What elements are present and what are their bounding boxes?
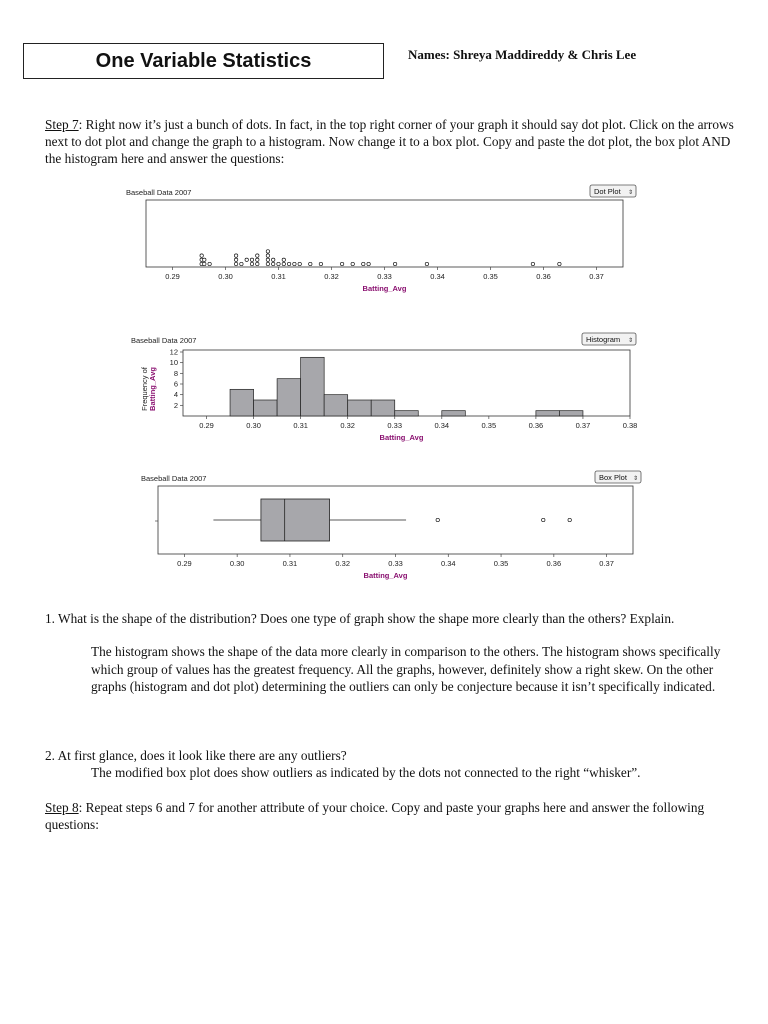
y-tick-label: 10	[169, 358, 178, 368]
histogram-bar	[371, 400, 395, 416]
data-point	[277, 262, 280, 265]
x-tick-label: 0.36	[536, 272, 551, 281]
data-point	[256, 262, 259, 265]
data-point	[558, 262, 561, 265]
x-tick-label: 0.36	[528, 421, 544, 430]
y-tick-label: 6	[173, 379, 178, 389]
box-plot-chart	[135, 468, 645, 586]
x-tick-label: 0.30	[246, 421, 261, 430]
chart-title: Baseball Data 2007	[131, 336, 197, 345]
x-tick-label: 0.38	[622, 421, 638, 430]
data-point	[200, 254, 203, 257]
y-tick-label: 2	[173, 400, 178, 410]
data-point	[425, 262, 428, 265]
outlier-point	[542, 518, 545, 521]
histogram-bar	[254, 400, 278, 416]
y-tick-label: 8	[173, 368, 178, 378]
data-point	[266, 254, 269, 257]
title-box	[23, 43, 384, 79]
page-title: One Variable Statistics	[95, 49, 312, 72]
chevron-updown-icon: ⇕	[633, 476, 639, 482]
outlier-point	[436, 518, 439, 521]
x-axis-label: Batting_Avg	[363, 571, 408, 580]
x-axis-label: Batting_Avg	[362, 284, 407, 293]
x-tick-label: 0.33	[387, 421, 403, 430]
histogram-bar	[348, 400, 372, 416]
x-tick-label: 0.35	[493, 559, 509, 568]
data-point	[203, 262, 206, 265]
histogram-chart	[125, 330, 640, 448]
data-point	[203, 258, 206, 261]
histogram-bar	[442, 411, 466, 416]
histogram-bar	[277, 379, 301, 416]
x-tick-label: 0.37	[599, 559, 614, 568]
answer-1: The histogram shows the shape of the data more clearly in comparison to the others. The histogram shows specifically which group of values has the greatest frequency. All the graphs, however, definitely show a right skew. On the other graphs (histogram and dot plot) determining the outliers can only be conjecture because it isn’t specifically indicated.	[91, 644, 721, 694]
chart-type-menu-label: Box Plot	[599, 473, 627, 482]
data-point	[298, 262, 301, 265]
x-tick-label: 0.33	[388, 559, 403, 568]
step7-text: : Right now it’s just a bunch of dots. In fact, in the top right corner of your graph it should say dot plot. Click on the arrows next to dot plot and change the graph to a histogram. Now change it to a box plot. Copy and paste the dot plot, the box plot AND the histogram here and answer the questions:	[45, 117, 734, 166]
data-point	[272, 262, 275, 265]
x-tick-label: 0.35	[481, 421, 497, 430]
data-point	[234, 254, 237, 257]
x-tick-label: 0.29	[165, 272, 180, 281]
box	[261, 499, 330, 541]
data-point	[282, 258, 285, 261]
data-point	[245, 258, 248, 261]
x-tick-label: 0.34	[430, 272, 445, 281]
x-tick-label: 0.31	[271, 272, 286, 281]
data-point	[250, 262, 253, 265]
step7-label: Step 7	[45, 117, 79, 132]
x-tick-label: 0.37	[575, 421, 591, 430]
histogram-bar	[301, 357, 325, 416]
chart-title: Baseball Data 2007	[126, 188, 192, 197]
data-point	[208, 262, 211, 265]
x-tick-label: 0.30	[218, 272, 233, 281]
data-point	[531, 262, 534, 265]
step8-label: Step 8	[45, 800, 79, 815]
histogram-bar	[559, 411, 583, 416]
question-2: 2. At first glance, does it look like there are any outliers?	[45, 748, 347, 763]
data-point	[256, 254, 259, 257]
y-axis-label: Frequency ofBatting_Avg	[140, 367, 157, 411]
histogram-bar	[324, 395, 348, 416]
outlier-point	[568, 518, 571, 521]
data-point	[362, 262, 365, 265]
data-point	[266, 250, 269, 253]
data-point	[340, 262, 343, 265]
x-tick-label: 0.29	[177, 559, 192, 568]
x-tick-label: 0.34	[440, 559, 456, 568]
data-point	[287, 262, 290, 265]
data-point	[367, 262, 370, 265]
chart-type-menu-label: Histogram	[586, 335, 621, 344]
y-tick-label: 4	[173, 390, 178, 400]
histogram-bar	[536, 411, 560, 416]
x-tick-label: 0.31	[282, 559, 298, 568]
chart-title: Baseball Data 2007	[141, 474, 207, 483]
student-names: Names: Shreya Maddireddy & Chris Lee	[408, 47, 637, 62]
data-point	[266, 258, 269, 261]
x-tick-label: 0.34	[434, 421, 450, 430]
y-tick-label: 12	[169, 347, 178, 357]
data-point	[240, 262, 243, 265]
dot-plot-chart	[120, 182, 640, 300]
x-tick-label: 0.32	[335, 559, 351, 568]
data-point	[319, 262, 322, 265]
x-tick-label: 0.32	[324, 272, 339, 281]
data-point	[272, 258, 275, 261]
data-point	[250, 258, 253, 261]
histogram-bar	[230, 389, 254, 416]
histogram-bar	[395, 411, 419, 416]
data-point	[309, 262, 312, 265]
answer-2: The modified box plot does show outliers as indicated by the dots not connected to the right “whisker”.	[91, 765, 641, 780]
chart-type-menu-label: Dot Plot	[594, 187, 621, 196]
question-1: 1. What is the shape of the distribution? Does one type of graph show the shape more clearly than the others? Explain.	[45, 611, 675, 626]
x-tick-label: 0.29	[199, 421, 214, 430]
step8-text: : Repeat steps 6 and 7 for another attribute of your choice. Copy and paste your graphs here and answer the following questions:	[45, 800, 705, 832]
x-tick-label: 0.36	[546, 559, 562, 568]
data-point	[256, 258, 259, 261]
data-point	[282, 262, 285, 265]
x-axis-label: Batting_Avg	[379, 433, 424, 442]
chevron-updown-icon: ⇕	[628, 338, 634, 344]
x-tick-label: 0.31	[293, 421, 308, 430]
step8-paragraph	[45, 799, 735, 833]
x-tick-label: 0.32	[340, 421, 355, 430]
step7-paragraph	[45, 116, 735, 167]
x-tick-label: 0.33	[377, 272, 392, 281]
data-point	[266, 262, 269, 265]
plot-frame	[146, 200, 623, 267]
data-point	[293, 262, 296, 265]
x-tick-label: 0.35	[483, 272, 498, 281]
chevron-updown-icon: ⇕	[628, 190, 634, 196]
data-point	[234, 258, 237, 261]
x-tick-label: 0.30	[229, 559, 245, 568]
x-tick-label: 0.37	[589, 272, 604, 281]
data-point	[351, 262, 354, 265]
data-point	[393, 262, 396, 265]
data-point	[234, 262, 237, 265]
